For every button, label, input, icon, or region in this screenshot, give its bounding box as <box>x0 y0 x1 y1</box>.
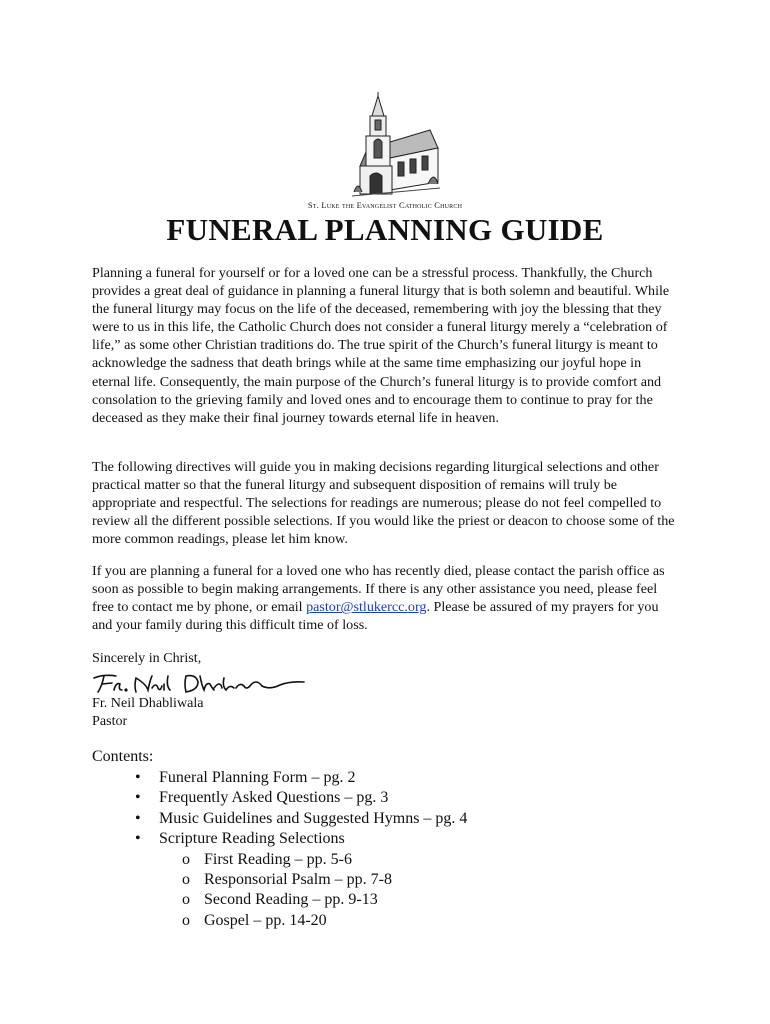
church-logo <box>348 92 440 202</box>
bullet-icon: • <box>135 830 141 848</box>
closing-salutation: Sincerely in Christ, <box>92 650 202 666</box>
page-title: FUNERAL PLANNING GUIDE <box>166 212 604 247</box>
circle-bullet-icon: o <box>182 871 190 888</box>
email-link[interactable]: pastor@stlukercc.org <box>306 599 427 616</box>
intro-paragraph: Planning a funeral for yourself or for a loved one can be a stressful process. Thankfully, the Church provides a great deal of guidance in planning a funeral liturgy that is both solemn and beautiful. While the funeral liturgy may focus on the life of the deceased, remembering with joy the blessing that they were to us in this life, the Catholic Church does not consider a funeral liturgy merely a “celebration of life,” as some other Christian traditions do. The true spirit of the Church’s funeral liturgy is meant to acknowledge the sadness that death brings while at the same time emphasizing our joyful hope in eternal life. Consequently, the main purpose of the Church’s funeral liturgy is to provide comfort and consolation to the grieving family and loved ones and to encourage them to continue to pray for the deceased as they make their final journey towards eternal life in heaven. <box>92 265 670 426</box>
bullet-icon: • <box>135 769 141 786</box>
directives-paragraph: The following directives will guide you in making decisions regarding liturgical selections and other practical matter so that the funeral liturgy and subsequent disposition of remains will truly be appropriate and respectful. The selections for readings are numerous; please do not feel compelled to review all the different possible selections. If you would like the priest or deacon to choose some of the more common readings, please let him know. <box>92 459 675 548</box>
bullet-icon: • <box>135 809 141 827</box>
circle-bullet-icon: o <box>182 891 190 909</box>
signer-block <box>92 694 204 730</box>
signer-name: Fr. Neil Dhabliwala <box>92 695 204 711</box>
circle-bullet-icon: o <box>182 850 190 868</box>
contact-paragraph <box>92 562 682 634</box>
contents-heading: Contents: <box>92 748 154 765</box>
signer-role: Pastor <box>92 713 128 729</box>
circle-bullet-icon: o <box>182 911 190 929</box>
document-page: St. Luke the Evangelist Catholic Church FUNERAL PLANNING GUIDE Planning a funeral for yourself or for a loved one can be a stressful process. Thankfully, the Church provides a great deal of guidance in planning a funeral liturgy that is both solemn and beautiful. While the funeral liturgy may focus on the life of the deceased, remembering with joy the blessing that they were to us in this life, the Catholic Church does not consider a funeral liturgy merely a “celebration of life,” as some other Christian traditions do. The true spirit of the Church’s funeral liturgy is meant to acknowledge the sadness that death brings while at the same time emphasizing our joyful hope in eternal life. Consequently, the main purpose of the Church’s funeral liturgy is to provide comfort and consolation to the grieving family and loved ones and to encourage them to continue to pray for the deceased as they make their final journey towards eternal life in heaven. The following directives will guide you in making decisions regarding liturgical selections and other practical matter so that the funeral liturgy and subsequent disposition of remains will truly be appropriate and respectful. The selections for readings are numerous; please do not feel compelled to review all the different possible selections. If you would like the priest or deacon to choose some of the more common readings, please let him know. If you are planning a funeral for a loved one who has recently died, please contact the parish office as soon as possible to begin making arrangements. If there is any other assistance you need, please feel free to contact me by phone, or email pastor@stlukercc.org. Please be assured of my prayers for you and your family during this difficult time of loss. Sincerely in Christ, Fr. Neil Dhabliwala Pastor Contents: • Funeral Planning Form – pg. 2 • Frequently Asked Questions – pg. 3 • Music Guidelines and Suggested Hymns – pg. 4 • Scripture Reading Selections o First Reading – pp. 5-6 o Responsorial Psalm – pp. 7-8 o Second Reading – pp. 9-13 o Gospel – pp. 14-20 <box>0 0 770 1024</box>
contact-text-end: . Please be assured of my prayers for you and your family during this difficult time of loss. <box>92 599 659 634</box>
bullet-icon: • <box>135 789 141 807</box>
church-name: St. Luke the Evangelist Catholic Church <box>307 200 463 210</box>
contact-text-start: If you are planning a funeral for a loved one who has recently died, please contact the parish office as soon as possible to begin making arrangements. If there is any other assistance you need, please feel free to contact me by phone, or email <box>92 563 665 616</box>
